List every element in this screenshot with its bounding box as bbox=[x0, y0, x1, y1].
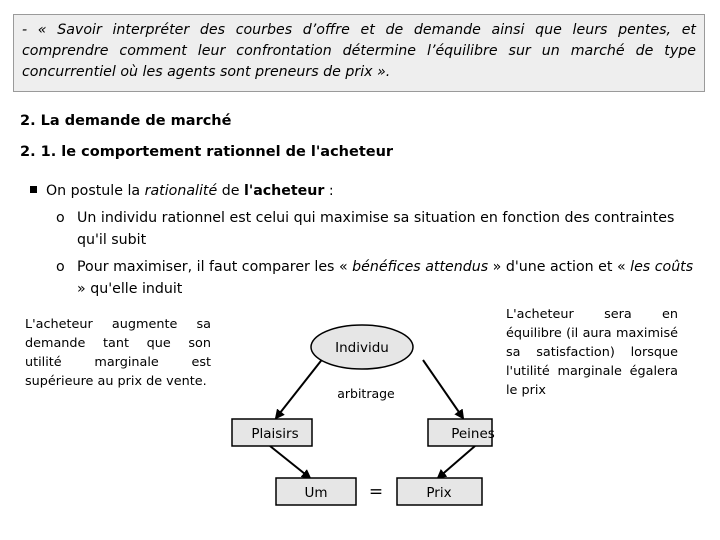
bullet-suffix: : bbox=[324, 183, 334, 199]
arrow-plaisirs-um bbox=[270, 446, 310, 478]
sub2-middle: » d'une action et « bbox=[488, 259, 631, 275]
prix-label: Prix bbox=[426, 485, 452, 501]
bullet-italic: rationalité bbox=[144, 183, 218, 199]
sub2-prefix: Pour maximiser, il faut comparer les « bbox=[77, 259, 353, 275]
bullet-bold: l'acheteur bbox=[243, 183, 325, 199]
um-label: Um bbox=[304, 485, 328, 501]
learning-objective-text: - « Savoir interpréter des courbes d’offre et de demande ainsi que leurs pentes, et comprendre comment leur confrontation détermine l’équilibre sur un marché de type concurrentiel où les agents sont preneurs de prix ». bbox=[22, 22, 696, 80]
subsection-heading: 2. 1. le comportement rationnel de l'acheteur bbox=[20, 144, 394, 160]
sub2-italic-benefits: bénéfices attendus bbox=[352, 259, 489, 275]
section-heading: 2. La demande de marché bbox=[20, 113, 232, 129]
equals-sign: = bbox=[368, 482, 384, 502]
arrow-individu-plaisirs bbox=[276, 357, 324, 418]
sub-bullet-marker: o bbox=[56, 210, 65, 226]
bullet-middle: de bbox=[217, 183, 244, 199]
arrow-peines-prix bbox=[438, 446, 475, 478]
note-right: L'acheteur sera en équilibre (il aura maximisé sa satisfaction) lorsque l'utilité marginale égalera le prix bbox=[506, 307, 678, 398]
arbitrage-label: arbitrage bbox=[337, 386, 395, 401]
arrow-individu-peines bbox=[423, 360, 463, 418]
sub-bullet-1-text: Un individu rationnel est celui qui maximise sa situation en fonction des contraintes qu'il subit bbox=[77, 210, 675, 248]
peines-label: Peines bbox=[451, 426, 495, 442]
bullet-prefix: On postule la bbox=[46, 183, 145, 199]
sub-bullet-marker: o bbox=[56, 259, 65, 275]
sub2-italic-costs: les coûts bbox=[630, 259, 694, 275]
sub2-suffix: » qu'elle induit bbox=[77, 281, 183, 297]
note-left: L'acheteur augmente sa demande tant que son utilité marginale est supérieure au prix de vente. bbox=[25, 317, 211, 389]
plaisirs-label: Plaisirs bbox=[251, 426, 299, 442]
individu-label: Individu bbox=[335, 340, 389, 356]
